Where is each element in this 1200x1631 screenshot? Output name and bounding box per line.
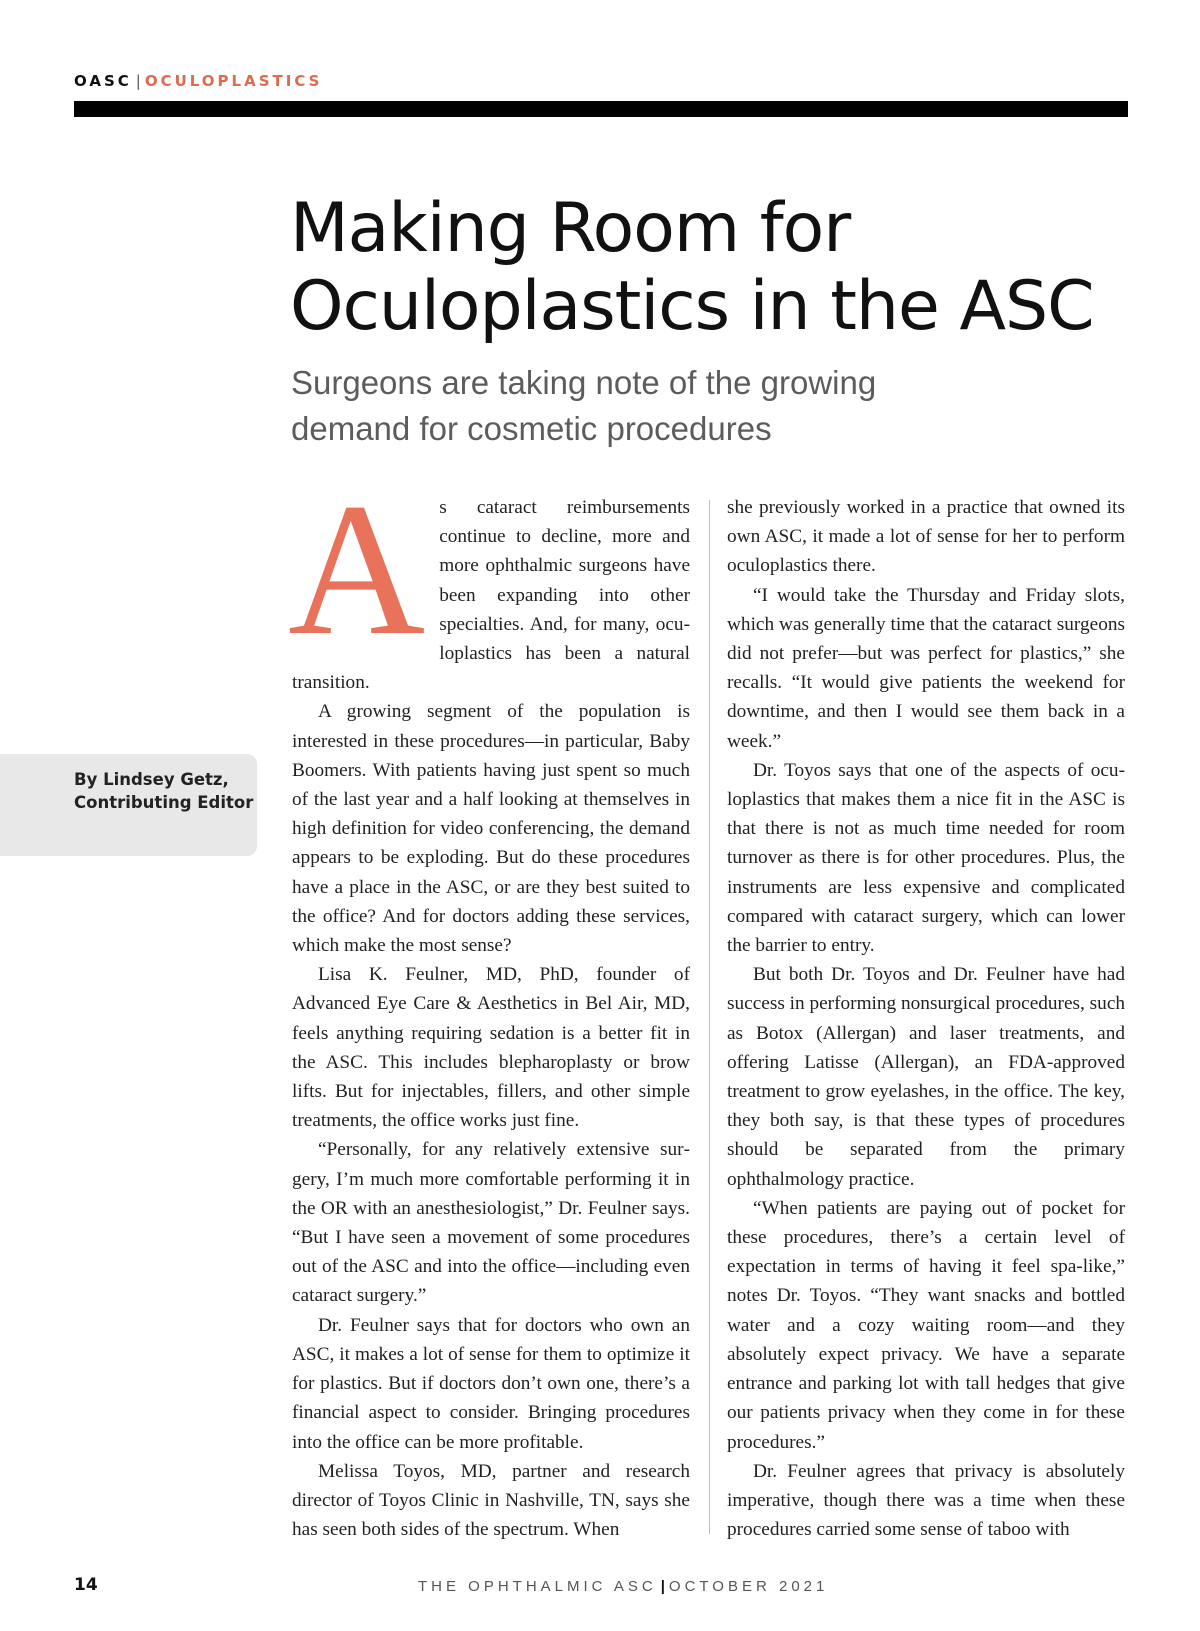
subtitle-line: demand for cosmetic procedures <box>291 410 772 447</box>
publication-footer <box>418 1578 828 1595</box>
paragraph: Lisa K. Feulner, MD, PhD, founder of Advanced Eye Care & Aesthetics in Bel Air, MD, feels anything requiring sedation is a better fit in the ASC. This includes blepharoplasty or brow lifts. But for injectables, fillers, and other simple treatments, the office works just fine. <box>292 964 690 1132</box>
drop-cap: A <box>288 465 426 675</box>
paragraph: Dr. Feulner says that for doctors who own an ASC, it makes a lot of sense for them to optimize it for plastics. But if doctors don’t own one, there’s a financial aspect to consider. Bringing procedures into the office can be more profitable. <box>292 1314 690 1453</box>
article-title <box>290 190 1170 346</box>
paragraph: “I would take the Thursday and Friday slots, which was generally time that the cataract surgeons did not prefer—but was perfect for plastics,” she recalls. “It would give patients the weekend for downtime, and then I would see them back in a week.” <box>727 584 1125 752</box>
section-separator: | <box>135 72 141 90</box>
page-number: 14 <box>74 1575 98 1595</box>
paragraph: Dr. Feulner agrees that privacy is absolutely imperative, though there was a time when these procedures carried some sense of taboo with <box>727 1460 1125 1541</box>
column-divider <box>709 500 710 1534</box>
title-line: Oculoplastics in the ASC <box>290 267 1094 346</box>
header-rule <box>74 101 1128 117</box>
paragraph: she previously worked in a practice that owned its own ASC, it made a lot of sense for her to perform oculoplastics there. <box>727 497 1125 577</box>
paragraph: “When patients are paying out of pocket for these procedures, there’s a certain level of expectation in terms of having it feel spa-like,” notes Dr. Toyos. “They want snacks and bottled water and a cozy waiting room—and they absolutely expect privacy. We have a separate entrance and parking lot with tall hedges that give our patients privacy when they come in for these procedures.” <box>727 1197 1125 1453</box>
issue-date: OCTOBER 2021 <box>668 1578 829 1595</box>
paragraph: Melissa Toyos, MD, partner and research director of Toyos Clinic in Nashville, TN, says she has seen both sides of the spectrum. When <box>292 1460 690 1541</box>
byline: By Lindsey Getz, Contributing Editor <box>74 770 254 812</box>
section-label: OASC <box>74 72 132 90</box>
title-line: Making Room for <box>290 189 851 268</box>
paragraph: s cataract reimbursements continue to decline, more and more ophthalmic surgeons have been expanding into other specialties. And, for many, oculoplastics has been a natural transition. <box>292 497 690 694</box>
paragraph: But both Dr. Toyos and Dr. Feulner have had success in performing nonsurgical procedures, such as Botox (Allergan) and laser treatments, and offering Latisse (Allergan), an FDA-approved treatment to grow eyelashes, in the office. The key, they both say, is that these types of procedures should be separated from the primary ophthalmology practice. <box>727 964 1126 1190</box>
byline-box <box>0 754 257 856</box>
subtitle-line: Surgeons are taking note of the growing <box>291 364 877 401</box>
paragraph: A growing segment of the population is interested in these procedures—in particular, Baby Boomers. With patients having just spent so much of the last year and a half looking at themselves in high definition for video conferencing, the demand appears to be exploding. But do these procedures have a place in the ASC, or are they best suited to the office? And for doctors adding these services, which make the most sense? <box>292 701 690 957</box>
article-subtitle <box>291 360 991 452</box>
article-column-1 <box>288 465 690 1544</box>
subsection-label: OCULOPLASTICS <box>144 72 323 90</box>
publication-name: THE OPHTHALMIC ASC <box>418 1578 657 1595</box>
section-header <box>74 71 322 91</box>
paragraph: “Personally, for any relatively extensive surgery, I’m much more comfortable performing it in the OR with an anesthesiologist,” Dr. Feulner says. “But I have seen a movement of some procedures out of the ASC and into the office—including even cataract surgery.” <box>292 1139 690 1307</box>
footer-separator: | <box>660 1578 665 1595</box>
paragraph: Dr. Toyos says that one of the aspects of oculoplastics that makes them a nice fit in the ASC is that there is not as much time needed for room turnover as there is for other procedures. Plus, the instruments are less expensive and complicated compared with cataract surgery, which can lower the barrier to entry. <box>727 759 1125 957</box>
article-column-2 <box>727 493 1125 1544</box>
